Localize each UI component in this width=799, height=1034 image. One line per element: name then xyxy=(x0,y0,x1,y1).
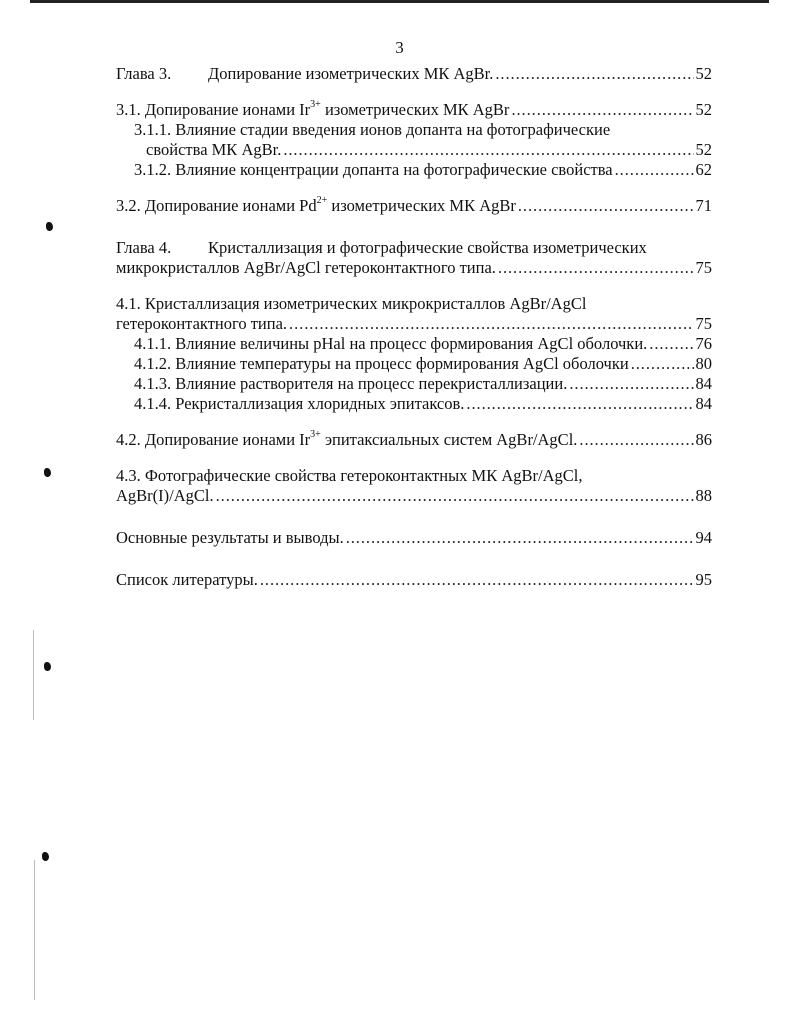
entry-title: Список литературы. xyxy=(116,570,258,589)
entry-title: свойства МК AgBr. xyxy=(146,140,282,159)
binding-mark xyxy=(42,852,49,861)
entry-title-start: 3.1. Допирование ионами Ir xyxy=(116,100,311,119)
toc-entry-3-2[interactable] xyxy=(116,196,712,216)
page-ref: 86 xyxy=(695,430,712,449)
page-ref: 52 xyxy=(695,64,712,83)
page-ref: 84 xyxy=(695,394,712,413)
page-ref: 76 xyxy=(695,334,712,353)
ion-charge: 3+ xyxy=(310,98,321,110)
dot-leader xyxy=(498,258,694,278)
dot-leader xyxy=(466,394,693,414)
entry-title-cont: AgBr(I)/AgCl. xyxy=(116,486,214,505)
scan-edge-line xyxy=(34,860,35,1000)
toc-entry-3-1-1-line1[interactable] xyxy=(134,120,712,140)
toc-entry-4-1-3[interactable] xyxy=(134,374,712,394)
page-ref: 52 xyxy=(695,140,712,159)
dot-leader xyxy=(569,374,693,394)
toc-entry-4-1-2[interactable] xyxy=(134,354,712,374)
entry-title: 4.1.4. Рекристаллизация хлоридных эпитаксов. xyxy=(134,394,465,413)
page-ref: 95 xyxy=(695,570,712,589)
dot-leader xyxy=(579,430,693,450)
toc-entry-3-1-1-line2[interactable] xyxy=(116,140,712,160)
toc-entry-4-1-1[interactable] xyxy=(134,334,712,354)
chapter-number: Глава 3. xyxy=(116,64,172,83)
entry-title-start: 3.2. Допирование ионами Pd xyxy=(116,196,317,215)
dot-leader xyxy=(346,528,694,548)
dot-leader xyxy=(615,160,694,180)
dot-leader xyxy=(260,570,694,590)
entry-title: 4.3. Фотографические свойства гетероконтактных МК AgBr/AgCl, xyxy=(116,466,583,485)
dot-leader xyxy=(495,64,693,84)
toc-entry-4-1-line2[interactable] xyxy=(116,314,712,334)
toc-entry-chapter-4-line1[interactable] xyxy=(116,238,712,258)
dot-leader xyxy=(511,100,693,120)
entry-title: 4.1.3. Влияние растворителя на процесс перекристаллизации. xyxy=(134,374,568,393)
dot-leader xyxy=(283,140,693,160)
chapter-number: Глава 4. xyxy=(116,238,172,257)
toc-entry-4-2[interactable] xyxy=(116,430,712,450)
dot-leader xyxy=(216,486,694,506)
toc-entry-4-1-line1[interactable] xyxy=(116,294,712,314)
entry-title-end: эпитаксиальных систем AgBr/AgCl. xyxy=(320,430,578,449)
binding-mark xyxy=(44,468,51,477)
page-number: 3 xyxy=(395,38,404,57)
page-ref: 80 xyxy=(695,354,712,373)
page-ref: 88 xyxy=(695,486,712,505)
page-ref: 71 xyxy=(695,196,712,215)
toc-entry-references[interactable] xyxy=(116,570,712,590)
entry-title: 3.1.2. Влияние концентрации допанта на фотографические свойства xyxy=(134,160,613,179)
chapter-title-cont: микрокристаллов AgBr/AgCl гетероконтактного типа. xyxy=(116,258,496,277)
dot-leader xyxy=(649,334,693,354)
dot-leader xyxy=(518,196,694,216)
page-ref: 84 xyxy=(695,374,712,393)
ion-charge: 2+ xyxy=(316,194,328,206)
page-ref: 52 xyxy=(695,100,712,119)
entry-title: 3.1.1. Влияние стадии введения ионов допанта на фотографические xyxy=(134,120,611,139)
page-ref: 75 xyxy=(695,314,712,333)
dot-leader xyxy=(631,354,694,374)
entry-title: 4.1.2. Влияние температуры на процесс формирования AgCl оболочки xyxy=(134,354,629,373)
toc-entry-4-3-line1[interactable] xyxy=(116,466,712,486)
toc-entry-3-1-2[interactable] xyxy=(134,160,712,180)
toc-entry-3-1[interactable] xyxy=(116,100,712,120)
toc-entry-4-3-line2[interactable] xyxy=(116,486,712,506)
entry-title: 4.1.1. Влияние величины pHal на процесс формирования AgCl оболочки. xyxy=(134,334,648,353)
entry-title: Основные результаты и выводы. xyxy=(116,528,344,547)
entry-title: 4.1. Кристаллизация изометрических микрокристаллов AgBr/AgCl xyxy=(116,294,587,313)
page-ref: 75 xyxy=(695,258,712,277)
entry-title-end: изометрических МК AgBr xyxy=(320,100,510,119)
page-ref: 94 xyxy=(695,528,712,547)
toc-entry-4-1-4[interactable] xyxy=(134,394,712,414)
entry-title-end: изометрических МК AgBr xyxy=(327,196,516,215)
scan-edge-line xyxy=(33,630,34,720)
toc-entry-chapter-4-line2[interactable] xyxy=(116,258,712,278)
binding-mark xyxy=(44,662,51,671)
entry-title-cont: гетероконтактного типа. xyxy=(116,314,288,333)
page-ref: 62 xyxy=(695,160,712,179)
toc-entry-chapter-3[interactable] xyxy=(116,64,712,84)
entry-title-start: 4.2. Допирование ионами Ir xyxy=(116,430,311,449)
binding-mark xyxy=(46,222,53,231)
chapter-title: Кристаллизация и фотографические свойства изометрических xyxy=(208,238,647,257)
toc-entry-results[interactable] xyxy=(116,528,712,548)
chapter-title: Допирование изометрических МК AgBr. xyxy=(208,64,494,83)
dot-leader xyxy=(289,314,693,334)
ion-charge: 3+ xyxy=(310,428,321,440)
